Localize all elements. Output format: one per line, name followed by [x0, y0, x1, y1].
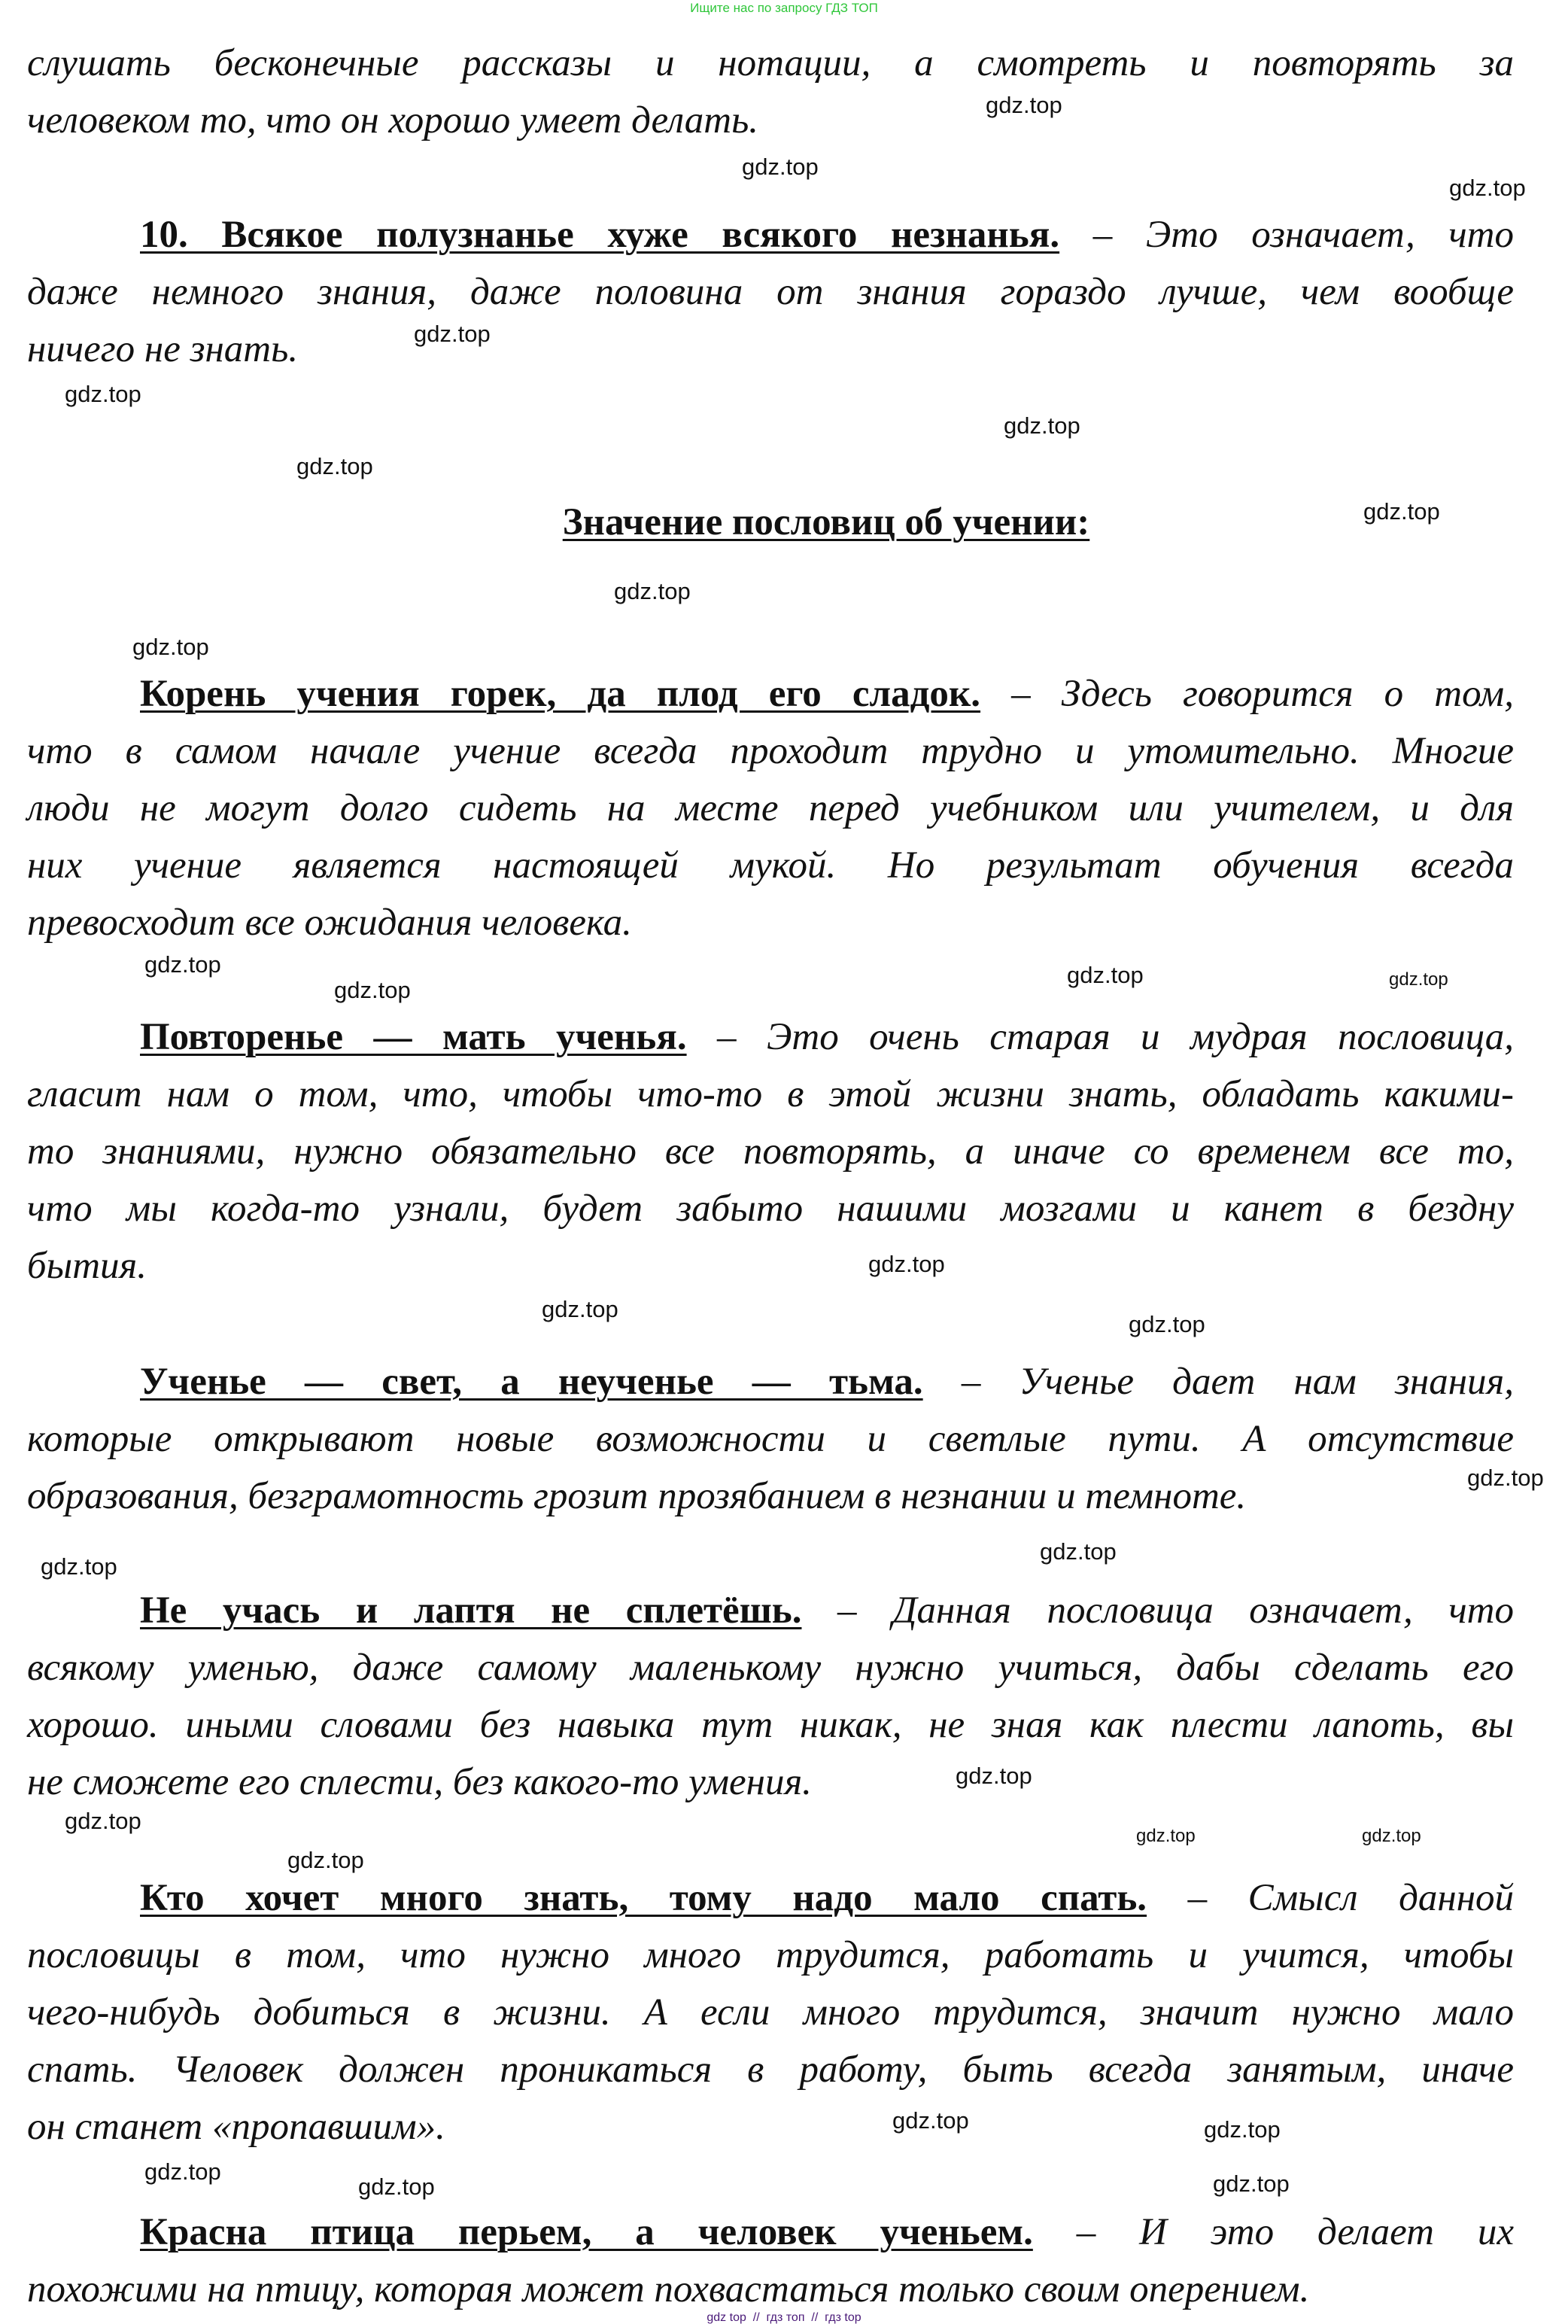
watermark-text: gdz.top: [1363, 498, 1440, 525]
line-text: что в самом начале учение всегда проходит трудно и утомительно. Многие: [27, 730, 1514, 772]
line-text: – Это очень старая и мудрая пословица,: [686, 1016, 1514, 1058]
section-title: Значение пословиц об учении:: [562, 501, 1090, 543]
watermark-text: gdz.top: [614, 578, 691, 604]
paragraph-line: [27, 1696, 1514, 1754]
paragraph-line: [27, 894, 632, 951]
line-text: превосходит все ожидания человека.: [27, 902, 632, 944]
proverb-title: Ученье — свет, а неученье — тьма.: [140, 1361, 923, 1403]
line-text: не сможете его сплести, без какого-то умения.: [27, 1761, 812, 1803]
paragraph-line: [140, 1008, 1514, 1066]
paragraph-line: [27, 1639, 1514, 1696]
watermark-text: gdz.top: [542, 1296, 618, 1322]
watermark-text: gdz.top: [892, 2107, 969, 2134]
proverb-title: 10. Всякое полузнанье хуже всякого незнанья.: [140, 214, 1060, 256]
watermark-text: gdz.top: [144, 951, 221, 978]
line-text: – И это делает их: [1032, 2211, 1514, 2253]
paragraph-line: [140, 2204, 1514, 2261]
paragraph-line: [27, 837, 1514, 894]
proverb-title: Корень учения горек, да плод его сладок.: [140, 673, 981, 715]
watermark-text: gdz.top: [1467, 1465, 1544, 1491]
paragraph-line: [27, 1468, 1246, 1525]
line-text: гласит нам о том, что, чтобы что-то в этой жизни знать, обладать какими-: [27, 1073, 1514, 1115]
line-text: похожими на птицу, которая может похвастаться только своим оперением.: [27, 2268, 1310, 2310]
watermark-text: gdz.top: [287, 1847, 364, 1873]
paragraph-line: [27, 1754, 812, 1811]
line-text: чего-нибудь добиться в жизни. А если много трудится, значит нужно мало: [27, 1991, 1514, 2034]
line-text: бытия.: [27, 1245, 147, 1287]
line-text: даже немного знания, даже половина от знания гораздо лучше, чем вообще: [27, 271, 1514, 313]
line-text: образования, безграмотность грозит прозябанием в незнании и темноте.: [27, 1475, 1247, 1517]
line-text: ничего не знать.: [27, 328, 299, 370]
paragraph-line: [27, 1180, 1514, 1237]
paragraph-line: [140, 1582, 1514, 1639]
watermark-text: gdz.top: [868, 1251, 945, 1277]
paragraph-line: [27, 722, 1514, 780]
footer-watermark: gdz top // гдз топ // гдз top: [707, 2311, 861, 2324]
paragraph-line: [27, 35, 1514, 92]
paragraph-line: [27, 780, 1514, 837]
paragraph-line: [140, 1869, 1514, 1927]
paragraph-line: [27, 2261, 1309, 2318]
watermark-text: gdz.top: [296, 453, 373, 479]
paragraph-line: [27, 1927, 1514, 1984]
line-text: человеком то, что он хорошо умеет делать.: [27, 99, 759, 141]
line-text: спать. Человек должен проникаться в работу, быть всегда занятым, иначе: [27, 2049, 1514, 2091]
watermark-text: gdz.top: [1449, 175, 1526, 201]
line-text: них учение является настоящей мукой. Но результат обучения всегда: [27, 844, 1514, 887]
watermark-text: gdz.top: [1204, 2116, 1281, 2143]
watermark-text: gdz.top: [144, 2158, 221, 2185]
line-text: – Ученье дает нам знания,: [922, 1361, 1514, 1403]
watermark-text: gdz.top: [1362, 1826, 1421, 1846]
paragraph-line: [27, 321, 298, 378]
watermark-text: gdz.top: [1136, 1826, 1196, 1846]
watermark-text: gdz.top: [986, 92, 1062, 118]
watermark-text: gdz.top: [742, 154, 819, 180]
watermark-text: gdz.top: [65, 1808, 141, 1834]
paragraph-line: [27, 92, 758, 149]
line-text: слушать бесконечные рассказы и нотации, а смотреть и повторять за: [27, 42, 1514, 84]
paragraph-line: [27, 1123, 1514, 1180]
line-text: то знаниями, нужно обязательно все повторять, а иначе со временем все то,: [27, 1130, 1514, 1173]
watermark-text: gdz.top: [1389, 969, 1448, 990]
watermark-text: gdz.top: [334, 977, 411, 1003]
paragraph-line: [27, 2041, 1514, 2098]
paragraph-line: [27, 263, 1514, 321]
watermark-text: gdz.top: [414, 321, 491, 347]
watermark-text: gdz.top: [65, 381, 141, 407]
paragraph-line: [27, 1984, 1514, 2041]
watermark-text: gdz.top: [1067, 962, 1144, 988]
proverb-title: Красна птица перьем, а человек ученьем.: [140, 2211, 1033, 2253]
paragraph-line: [27, 2098, 445, 2155]
watermark-text: gdz.top: [1040, 1538, 1117, 1565]
line-text: всякому уменью, даже самому маленькому нужно учиться, дабы сделать его: [27, 1647, 1514, 1689]
search-hint-banner: Ищите нас по запросу ГДЗ ТОП: [690, 1, 878, 15]
line-text: – Данная пословица означает, что: [801, 1589, 1514, 1632]
watermark-text: gdz.top: [1129, 1311, 1205, 1337]
line-text: он станет «пропавшим».: [27, 2106, 445, 2148]
paragraph-line: [140, 1353, 1514, 1410]
paragraph-line: [140, 206, 1514, 263]
watermark-text: gdz.top: [358, 2173, 435, 2200]
watermark-text: gdz.top: [41, 1553, 117, 1580]
paragraph-line: [140, 665, 1514, 722]
line-text: – Здесь говорится о том,: [980, 673, 1514, 715]
proverb-title: Не учась и лаптя не сплетёшь.: [140, 1589, 802, 1632]
watermark-text: gdz.top: [956, 1763, 1032, 1789]
line-text: что мы когда-то узнали, будет забыто нашими мозгами и канет в бездну: [27, 1188, 1514, 1230]
line-text: люди не могут долго сидеть на месте перед учебником или учителем, и для: [27, 787, 1514, 829]
line-text: хорошо. иными словами без навыка тут никак, не зная как плести лапоть, вы: [27, 1704, 1514, 1746]
paragraph-line: [27, 1410, 1514, 1468]
watermark-text: gdz.top: [132, 634, 209, 660]
watermark-text: gdz.top: [1004, 412, 1080, 439]
line-text: пословицы в том, что нужно много трудится, работать и учится, чтобы: [27, 1934, 1514, 1976]
proverb-title: Повторенье — мать ученья.: [140, 1016, 687, 1058]
line-text: – Это означает, что: [1059, 214, 1514, 256]
line-text: – Смысл данной: [1147, 1877, 1514, 1919]
paragraph-line: [27, 1237, 147, 1294]
proverb-title: Кто хочет много знать, тому надо мало спать.: [140, 1877, 1147, 1919]
paragraph-line: [27, 1066, 1514, 1123]
watermark-text: gdz.top: [1213, 2170, 1290, 2197]
line-text: которые открывают новые возможности и светлые пути. А отсутствие: [27, 1418, 1514, 1460]
